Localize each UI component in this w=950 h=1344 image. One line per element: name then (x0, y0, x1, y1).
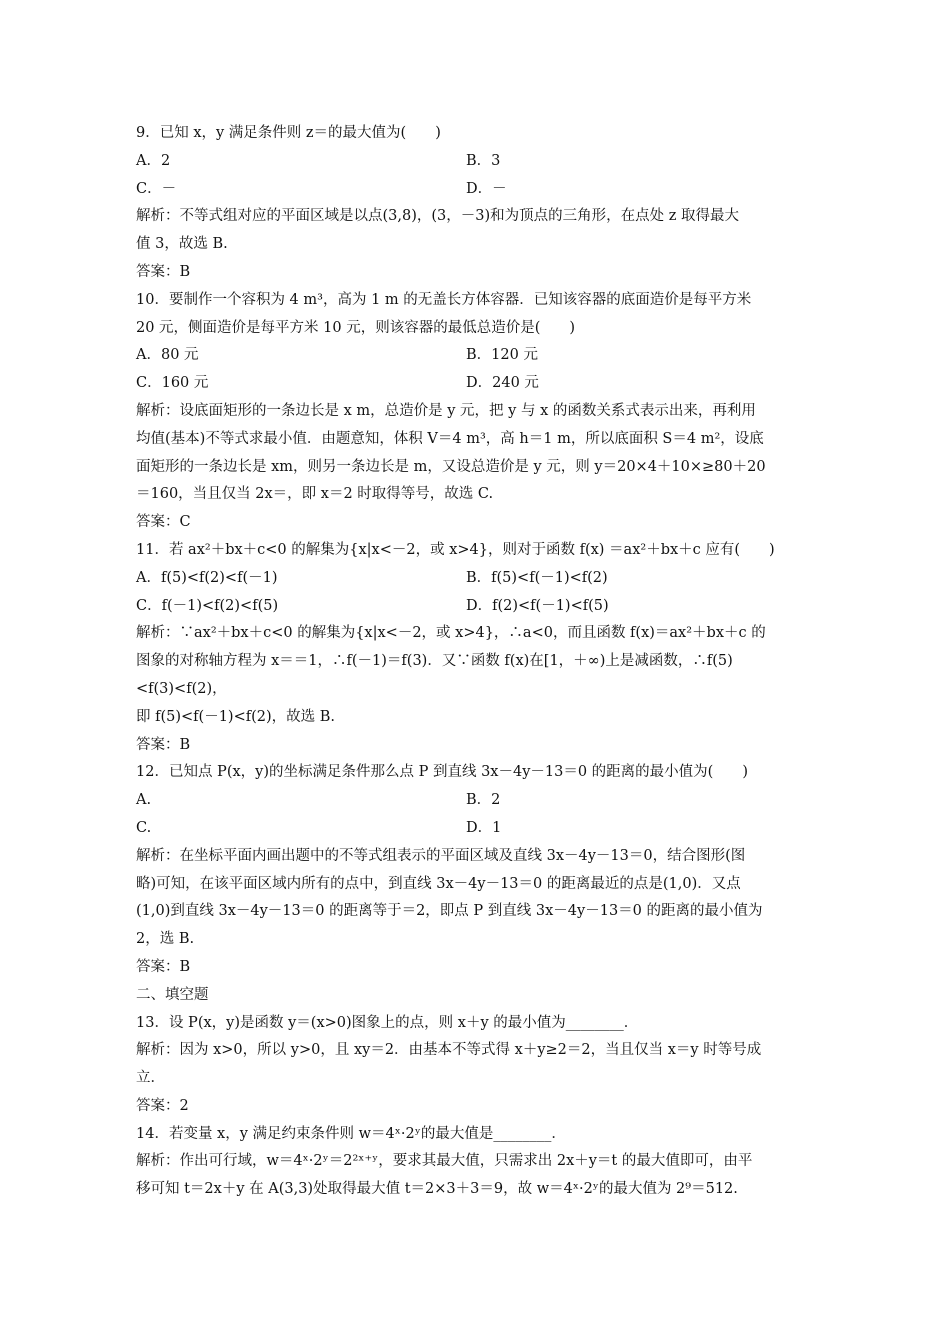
option-b: B．2 (466, 792, 501, 809)
option-row (136, 593, 838, 621)
text-line: 解析：作出可行域，w＝4ˣ·2ʸ＝2²ˣ⁺ʸ，要求其最大值，只需求出 2x＋y＝t 的最大值即可，由平 (136, 1153, 753, 1170)
option-b: B．3 (466, 152, 501, 169)
text-line: 图象的对称轴方程为 x＝＝1，∴f(－1)＝f(3)．又∵函数 f(x)在[1，＋∞)上是减函数，∴f(5) (136, 653, 733, 670)
option-row (136, 176, 838, 204)
text-line: 12．已知点 P(x，y)的坐标满足条件那么点 P 到直线 3x－4y－13＝0 的距离的最小值为( ) (136, 764, 748, 781)
text-line: 9．已知 x，y 满足条件则 z＝的最大值为( ) (136, 125, 441, 141)
text-line: 13．设 P(x，y)是函数 y＝(x>0)图象上的点，则 x＋y 的最小值为________． (136, 1014, 639, 1031)
option-row (136, 370, 838, 398)
option-a: C. (136, 819, 152, 836)
option-a: A. (136, 792, 152, 809)
option-a: C．－ (136, 180, 177, 197)
text-line: 立． (136, 1070, 165, 1087)
option-b: D．－ (466, 180, 507, 197)
option-b: D．f(2)<f(－1)<f(5) (466, 597, 609, 614)
text-line: 二、填空题 (136, 986, 209, 1003)
text-line: 解析：设底面矩形的一条边长是 x m，总造价是 y 元，把 y 与 x 的函数关系式表示出来，再利用 (136, 402, 756, 419)
option-a: A．80 元 (136, 347, 199, 364)
text-line: ＝160，当且仅当 2x＝，即 x＝2 时取得等号，故选 C. (136, 486, 494, 503)
option-row (136, 565, 838, 593)
text-line: <f(3)<f(2)， (136, 680, 227, 697)
text-line: 解析：∵ax²＋bx＋c<0 的解集为{x|x<－2，或 x>4}，∴a<0，而且函数 f(x)＝ax²＋bx＋c 的 (136, 625, 766, 642)
text-line: 面矩形的一条边长是 xm，则另一条边长是 m，又设总造价是 y 元，则 y＝20×4＋10×≥80＋20 (136, 458, 766, 475)
text-line: 14．若变量 x，y 满足约束条件则 w＝4ˣ·2ʸ的最大值是________． (136, 1125, 566, 1142)
text-line: 答案：B (136, 736, 191, 753)
text-line: 答案：B (136, 958, 191, 975)
text-line: (1,0)到直线 3x－4y－13＝0 的距离等于＝2，即点 P 到直线 3x－4y－13＝0 的距离的最小值为 (136, 903, 763, 920)
text-line: 略)可知，在该平面区域内所有的点中，到直线 3x－4y－13＝0 的距离最近的点是(1,0)．又点 (136, 875, 741, 892)
text-line: 解析：在坐标平面内画出题中的不等式组表示的平面区域及直线 3x－4y－13＝0，结合图形(图 (136, 847, 746, 864)
text-line: 解析：不等式组对应的平面区域是以点(3,8)，(3，－3)和为顶点的三角形，在点处 z 取得最大 (136, 208, 739, 225)
text-line: 10．要制作一个容积为 4 m³，高为 1 m 的无盖长方体容器．已知该容器的底面造价是每平方米 (136, 291, 752, 308)
text-line: 11．若 ax²＋bx＋c<0 的解集为{x|x<－2，或 x>4}，则对于函数 f(x) ＝ax²＋bx＋c 应有( ) (136, 541, 775, 558)
option-row (136, 815, 838, 843)
text-line: 均值(基本)不等式求最小值．由题意知，体积 V＝4 m³，高 h＝1 m，所以底面积 S＝4 m²，设底 (136, 430, 764, 447)
option-a: A．2 (136, 152, 171, 169)
option-b: D．1 (466, 819, 502, 836)
text-line: 20 元，侧面造价是每平方米 10 元，则该容器的最低总造价是( ) (136, 319, 576, 336)
text-line: 即 f(5)<f(－1)<f(2)，故选 B. (136, 708, 335, 725)
text-line: 值 3，故选 B. (136, 236, 228, 253)
text-line: 解析：因为 x>0，所以 y>0，且 xy＝2．由基本不等式得 x＋y≥2＝2，当且仅当 x＝y 时等号成 (136, 1042, 762, 1059)
text-line: 答案：B (136, 263, 191, 280)
option-b: B．120 元 (466, 347, 538, 364)
option-row (136, 148, 838, 176)
option-row (136, 787, 838, 815)
document-body (136, 120, 838, 1204)
text-line: 移可知 t＝2x＋y 在 A(3,3)处取得最大值 t＝2×3＋3＝9，故 w＝4ˣ·2ʸ的最大值为 2⁹＝512. (136, 1181, 738, 1198)
option-b: B．f(5)<f(－1)<f(2) (466, 569, 608, 586)
option-b: D．240 元 (466, 375, 539, 392)
text-line: 2，选 B. (136, 931, 195, 948)
option-a: C．160 元 (136, 375, 209, 392)
option-a: A．f(5)<f(2)<f(－1) (136, 569, 278, 586)
text-line: 答案：C (136, 514, 191, 531)
option-a: C．f(－1)<f(2)<f(5) (136, 597, 279, 614)
option-row (136, 342, 838, 370)
text-line: 答案：2 (136, 1097, 189, 1114)
